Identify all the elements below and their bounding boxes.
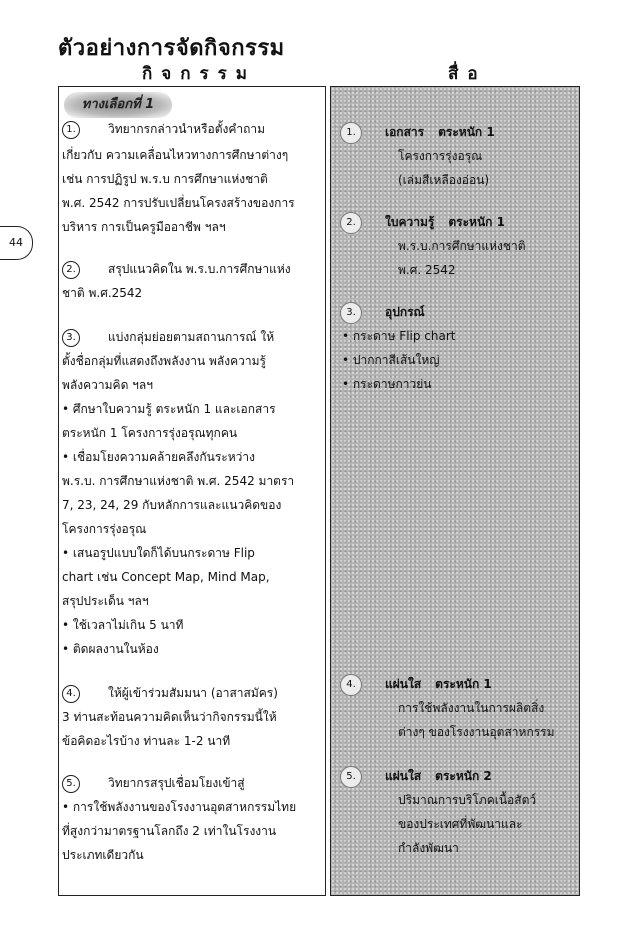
activity-3-line: พ.ร.บ. การศึกษาแห่งชาติ พ.ศ. 2542 มาตรา [62, 474, 295, 488]
media-3-line: • กระดาษ Flip chart [342, 329, 456, 343]
activity-4-line: ข้อคิดอะไรบ้าง ท่านละ 1-2 นาที [62, 734, 231, 748]
page-number: 44 [0, 226, 33, 260]
media-5-heading: แผ่นใส ตระหนัก 2 [385, 769, 492, 783]
activity-3-number: 3. [62, 329, 80, 347]
activity-1-line: บริหาร การเป็นครูมืออาชีพ ฯลฯ [62, 220, 226, 234]
activity-3-line: • เชื่อมโยงความคล้ายคลึงกันระหว่าง [62, 450, 256, 464]
activity-5-line: ที่สูงกว่ามาตรฐานโลกถึง 2 เท่าในโรงงาน [62, 824, 277, 838]
activity-1-line: 1. วิทยากรกล่าวนำหรือตั้งคำถาม [62, 118, 265, 140]
activity-4-line: 3 ท่านสะท้อนความคิดเห็นว่ากิจกรรมนี้ให้ [62, 710, 277, 724]
activity-3-line: โครงการรุ่งอรุณ [62, 522, 147, 536]
media-3-number: 3. [340, 302, 362, 324]
page-title: ตัวอย่างการจัดกิจกรรม [58, 36, 285, 61]
activity-4-number: 4. [62, 685, 80, 703]
activity-5-number: 5. [62, 775, 80, 793]
activity-2-line: ชาติ พ.ศ.2542 [62, 286, 143, 300]
media-4-line: การใช้พลังงานในการผลิตสิ่ง [398, 701, 545, 715]
media-3-line: • ปากกาสีเส้นใหญ่ [342, 353, 440, 367]
activity-1-number: 1. [62, 121, 80, 139]
media-2-heading: ใบความรู้ ตระหนัก 1 [385, 215, 505, 229]
activity-3-line: สรุปประเด็น ฯลฯ [62, 594, 149, 608]
media-1-line: โครงการรุ่งอรุณ [398, 149, 483, 163]
media-3-line: • กระดาษกาวย่น [342, 377, 432, 391]
option-label: ทางเลือกที่ 1 [64, 92, 172, 118]
activity-3-line: chart เช่น Concept Map, Mind Map, [62, 570, 270, 584]
activity-3-line: • ศึกษาใบความรู้ ตระหนัก 1 และเอกสาร [62, 402, 276, 416]
media-1-number: 1. [340, 122, 362, 144]
activity-3-line: 7, 23, 24, 29 กับหลักการและแนวคิดของ [62, 498, 282, 512]
media-column-heading: สื่อ [448, 64, 487, 84]
media-5-number: 5. [340, 766, 362, 788]
media-5-line: กำลังพัฒนา [398, 841, 459, 855]
activity-5-line: ประเภทเดียวกัน [62, 848, 144, 862]
activity-1-line: พ.ศ. 2542 การปรับเปลี่ยนโครงสร้างของการ [62, 196, 295, 210]
activity-column-heading: กิจกรรม [142, 64, 257, 84]
activity-3-line: • เสนอรูปแบบใดก็ได้บนกระดาษ Flip [62, 546, 255, 560]
activity-3-line: 3. แบ่งกลุ่มย่อยตามสถานการณ์ ให้ [62, 326, 274, 348]
media-2-line: พ.ร.บ.การศึกษาแห่งชาติ [398, 239, 526, 253]
media-5-line: ปริมาณการบริโภคเนื้อสัตว์ [398, 793, 537, 807]
media-4-number: 4. [340, 674, 362, 696]
media-5-line: ของประเทศที่พัฒนาและ [398, 817, 523, 831]
activity-3-line: ตั้งชื่อกลุ่มที่แสดงถึงพลังงาน พลังความรู้ [62, 354, 266, 368]
activity-5-line: 5. วิทยากรสรุปเชื่อมโยงเข้าสู่ [62, 772, 245, 794]
media-4-line: ต่างๆ ของโรงงานอุตสาหกรรม [398, 725, 555, 739]
activity-3-line: พลังความคิด ฯลฯ [62, 378, 154, 392]
media-4-heading: แผ่นใส ตระหนัก 1 [385, 677, 492, 691]
media-1-line: (เล่มสีเหลืองอ่อน) [398, 173, 490, 187]
media-2-line: พ.ศ. 2542 [398, 263, 456, 277]
activity-4-line: 4. ให้ผู้เข้าร่วมสัมมนา (อาสาสมัคร) [62, 682, 278, 704]
activity-1-line: เช่น การปฏิรูป พ.ร.บ การศึกษาแห่งชาติ [62, 172, 268, 186]
activity-3-line: • ใช้เวลาไม่เกิน 5 นาที [62, 618, 184, 632]
activity-2-line: 2. สรุปแนวคิดใน พ.ร.บ.การศึกษาแห่ง [62, 258, 291, 280]
media-1-heading: เอกสาร ตระหนัก 1 [385, 125, 495, 139]
activity-3-line: ตระหนัก 1 โครงการรุ่งอรุณทุกคน [62, 426, 238, 440]
activity-2-number: 2. [62, 261, 80, 279]
media-2-number: 2. [340, 212, 362, 234]
activity-5-line: • การใช้พลังงานของโรงงานอุตสาหกรรมไทย [62, 800, 297, 814]
activity-1-line: เกี่ยวกับ ความเคลื่อนไหวทางการศึกษาต่างๆ [62, 148, 289, 162]
media-3-heading: อุปกรณ์ [385, 305, 425, 319]
activity-3-line: • ติดผลงานในห้อง [62, 642, 159, 656]
